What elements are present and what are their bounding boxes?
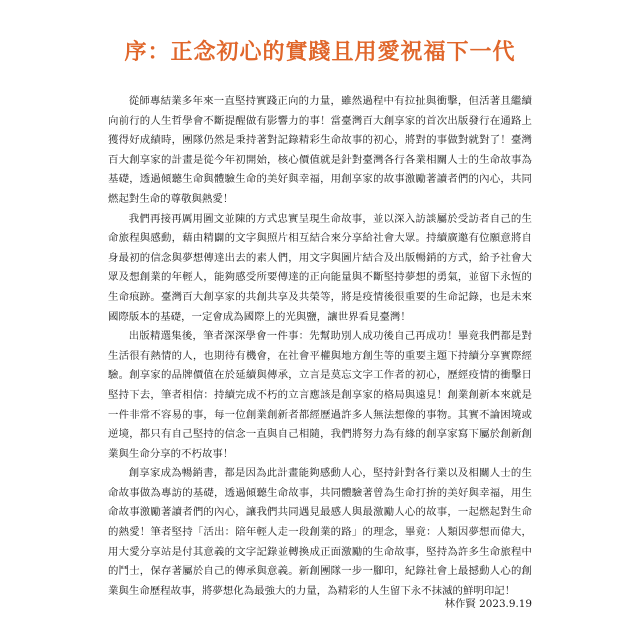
- paragraph-2: 我們再接再厲用圖文並陳的方式忠實呈現生命故事，並以深入訪談屬於受訪者自己的生命旅程與感動，藉由精闢的文字與照片相互結合來分享給社會大眾。持續廣邀有位願意將自身最初的信念與夢想傳達出去的素人們，用文字與圖片結合及出版暢銷的方式，給予社會大眾及想創業的年輕人，能夠感受所要傳達的正向能量與不斷堅持夢想的勇氣，並留下永恆的生命痕跡。臺灣百大創享家的共創共享及共榮等，將是疫情後很重要的生命記錄，也是未來國際版本的基礎，一定會成為國際上的光與鹽，讓世界看見臺灣！: [108, 212, 532, 323]
- paragraph-4: 創享家成為暢銷書，都是因為此計畫能夠感動人心，堅持針對各行業以及相關人士的生命故事做為專訪的基礎，透過傾聽生命故事，共同體驗著曾為生命打拚的美好與幸福，用生命故事激勵著讀者們的內心，讓我們共同遇見最感人與最激勵人心的故事，一起燃起對生命的熱愛！筆者堅持「活出：陪年輕人走一段創業的路」的理念，畢竟：人類因夢想而偉大，用大愛分享站是付其意義的文字記錄並轉換成正面激勵的生命故事，堅持為許多生命旅程中的鬥士，保存著屬於自己的傳承與意義。新創團隊一步一腳印，紀錄社會上最撼動人心的創業與生命歷程故事，將夢想化為最強大的力量，為精彩的人生留下永不抹滅的鮮明印記！: [108, 467, 532, 597]
- paragraph-1: 從師專結業多年來一直堅持實踐正向的力量，雖然過程中有拉扯與衝擊，但活著且繼續向前行的人生哲學會不斷提醒做有影響力的事！當臺灣百大創享家的首次出版發行在通路上獲得好成績時，團隊仍然是秉持著對記錄精彩生命故事的初心，將對的事做對就對了！臺灣百大創享家的計畫是從今年初開始，核心價值就是針對臺灣各行各業相關人士的生命故事為基礎，透過傾聽生命與體驗生命的美好與幸福，用創享家的故事激勵著讀者們的內心，共同燃起對生命的尊敬與熱愛！: [108, 95, 532, 205]
- paragraph-3: 出版精選集後，筆者深深學會一件事：先幫助別人成功後自己再成功！畢竟我們都是對生活很有熱情的人，也期待有機會，在社會平權與地方創生等的重要主題下持續分享實際經驗。創享家的品牌價值在於延續與傳承，立言是莫忘文字工作者的初心，歷經疫情的衝擊日堅持下去，筆者相信：持續完成不朽的立言應該是創享家的格局與遠見！創業創新本來就是一件非常不容易的事，每一位創業創新者都經歷過許多人無法想像的事物。其實不論困境或逆境，都只有自己堅持的信念一直與自己相隨，我們將努力為有緣的創享家寫下屬於創新創業與生命分享的不朽故事！: [108, 330, 532, 460]
- author-signature: 林作賢 2023.9.19: [444, 598, 532, 610]
- page-title: 序：正念初心的實踐且用愛祝福下一代: [124, 39, 516, 65]
